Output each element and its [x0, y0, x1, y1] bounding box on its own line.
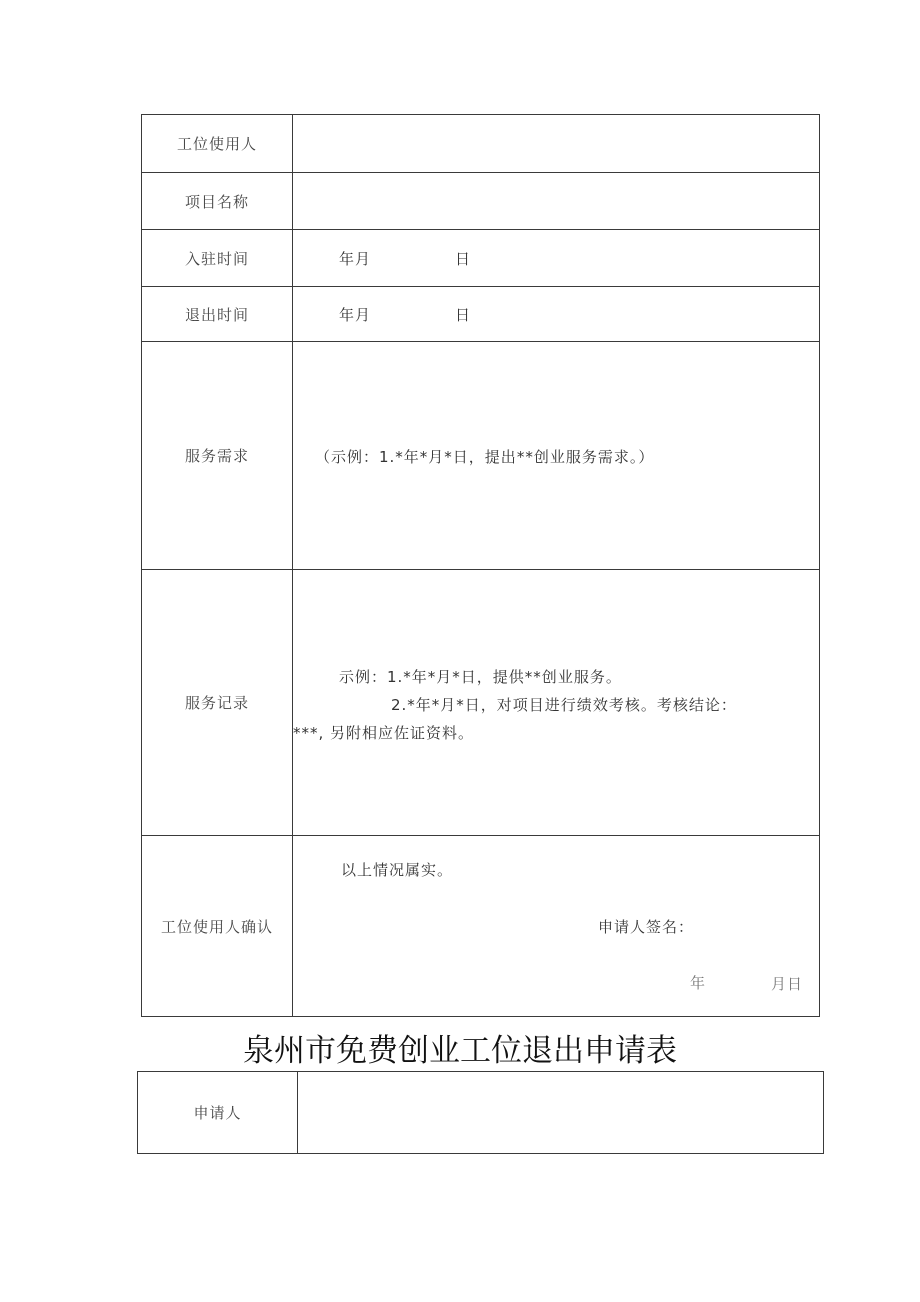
service-record-line-1: 示例：1.*年*月*日，提供**创业服务。: [339, 668, 622, 686]
row-user: [142, 115, 820, 173]
row-exit: [142, 287, 820, 342]
service-need-label: 服务需求: [142, 342, 293, 570]
project-label: 项目名称: [142, 173, 293, 230]
exit-day: 日: [455, 306, 472, 324]
exit-year-month: 年月: [339, 306, 372, 324]
confirm-label: 工位使用人确认: [142, 836, 293, 1017]
confirm-date-month-day: 月日: [771, 975, 804, 993]
user-field[interactable]: [293, 115, 820, 173]
entry-time-label: 入驻时间: [142, 230, 293, 287]
entry-time-field[interactable]: [293, 230, 820, 287]
service-need-field[interactable]: [293, 342, 820, 570]
row-confirm: [142, 836, 820, 1017]
row-service-record: [142, 570, 820, 836]
service-record-label: 服务记录: [142, 570, 293, 836]
service-record-field[interactable]: [293, 570, 820, 836]
row-entry: [142, 230, 820, 287]
entry-day: 日: [455, 250, 472, 268]
service-record-line-2: 2.*年*月*日，对项目进行绩效考核。考核结论：: [391, 696, 737, 714]
confirm-field[interactable]: [293, 836, 820, 1017]
project-field[interactable]: [293, 173, 820, 230]
signature-label: 申请人签名：: [598, 918, 695, 936]
user-label: 工位使用人: [142, 115, 293, 173]
confirm-statement: 以上情况属实。: [341, 861, 454, 879]
exit-application-table: [137, 1071, 824, 1154]
row-project: [142, 173, 820, 230]
form-title: 泉州市免费创业工位退出申请表: [243, 1033, 677, 1069]
exit-time-field[interactable]: [293, 287, 820, 342]
exit-time-label: 退出时间: [142, 287, 293, 342]
row-service-need: [142, 342, 820, 570]
service-record-table: [141, 114, 820, 1017]
confirm-date-year: 年: [690, 974, 707, 992]
applicant-field[interactable]: [298, 1072, 824, 1154]
row-applicant: [138, 1072, 824, 1154]
service-need-example: （示例：1.*年*月*日，提出**创业服务需求。）: [315, 448, 655, 466]
entry-year-month: 年月: [339, 250, 372, 268]
service-record-line-3: ***, 另附相应佐证资料。: [293, 724, 475, 742]
applicant-label: 申请人: [138, 1072, 298, 1154]
